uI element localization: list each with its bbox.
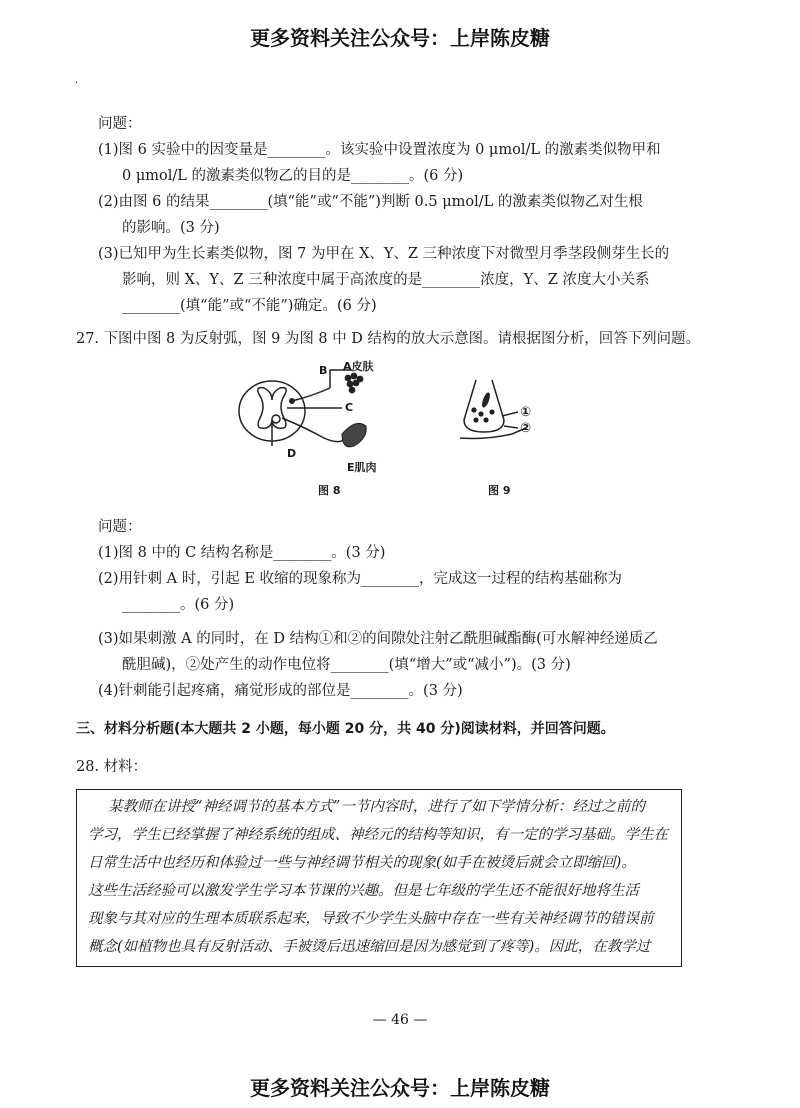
fig8-label-b: B (319, 364, 328, 377)
material-line-5: 现象与其对应的生理本质联系起来，导致不少学生头脑中存在一些有关神经调节的错误前 (88, 911, 654, 927)
material-line-3: 日常生活中也经历和体验过一些与神经调节相关的现象(如手在被烫后就会立即缩回)。 (88, 855, 636, 871)
q27-part1: (1)图 8 中的 C 结构名称是________。(3 分) (98, 545, 386, 561)
grey-matter-shape (258, 388, 287, 429)
q27-part3-line1: (3)如果刺激 A 的同时，在 D 结构①和②的间隙处注射乙酰胆碱酯酶(可水解神经递质乙 (98, 631, 658, 647)
fig9-label-2: ② (520, 421, 532, 436)
material-line-6: 概念(如植物也具有反射活动、手被烫后迅速缩回是因为感觉到了疼等)。因此，在教学过 (88, 939, 651, 955)
section-3-heading: 三、材料分析题(本大题共 2 小题，每小题 20 分，共 40 分)阅读材料，并回答问题。 (76, 721, 615, 737)
footer-banner: 更多资料关注公众号：上岸陈皮糖 (250, 1076, 550, 1100)
q27-part2-line1: (2)用针刺 A 时，引起 E 收缩的现象称为________，完成这一过程的结构基础称为 (98, 571, 623, 587)
fig8-label-c: C (345, 401, 354, 414)
q26-part1-line1: (1)图 6 实验中的因变量是________。该实验中设置浓度为 0 μmol/L 的激素类似物甲和 (98, 142, 661, 158)
q26-part3-line1: (3)已知甲为生长素类似物，图 7 为甲在 X、Y、Z 三种浓度下对微型月季茎段侧芽生长的 (98, 246, 670, 262)
q27-part2-line2: ________。(6 分) (122, 597, 235, 613)
ganglion-dot (289, 398, 295, 404)
fig8-label-e: E肌肉 (347, 461, 377, 474)
q28-label: 28. 材料： (76, 759, 148, 775)
muscle-shape (342, 423, 366, 446)
figure-9-synapse (456, 376, 546, 446)
material-line-2: 学习，学生已经掌握了神经系统的组成、神经元的结构等知识，有一定的学习基础。学生在 (88, 827, 668, 843)
q27-part3-line2: 酰胆碱)，②处产生的动作电位将________(填“增大”或“减小”)。(3 分) (122, 657, 571, 673)
synapse-marker (272, 415, 280, 423)
q26-part2-line2: 的影响。(3 分) (122, 220, 220, 236)
margin-dot: · (75, 78, 79, 89)
q27-stem: 27. 下图中图 8 为反射弧，图 9 为图 8 中 D 结构的放大示意图。请根据图分析，回答下列问题。 (76, 331, 700, 347)
q26-part3-line3: ________(填“能”或“不能”)确定。(6 分) (122, 298, 377, 314)
q26-part3-line2: 影响，则 X、Y、Z 三种浓度中属于高浓度的是________浓度，Y、Z 浓度大小关系 (122, 272, 650, 288)
afferent-nerve (292, 388, 330, 401)
fig8-caption: 图 8 (318, 484, 341, 497)
q27-heading: 问题： (98, 519, 142, 535)
label-1-line (502, 412, 518, 416)
header-banner: 更多资料关注公众号：上岸陈皮糖 (250, 26, 550, 50)
q26-part2-line1: (2)由图 6 的结果________(填“能”或“不能”)判断 0.5 μmol/L 的激素类似物乙对生根 (98, 194, 643, 210)
figure-8-reflex-arc (232, 356, 402, 476)
efferent-nerve (282, 418, 344, 442)
page-number: — 46 — (372, 1012, 428, 1028)
q26-part1-line2: 0 μmol/L 的激素类似物乙的目的是________。(6 分) (122, 168, 464, 184)
fig9-label-1: ① (520, 405, 532, 420)
fig8-label-a: A皮肤 (343, 360, 374, 373)
q26-heading: 问题： (98, 116, 142, 132)
label-2-line (504, 426, 518, 428)
fig8-label-d: D (287, 447, 297, 460)
material-line-4: 这些生活经验可以激发学生学习本节课的兴趣。但是七年级的学生还不能很好地将生活 (88, 883, 639, 899)
material-line-1: 某教师在讲授“神经调节的基本方式”一节内容时，进行了如下学情分析：经过之前的 (108, 799, 645, 815)
q27-part4: (4)针刺能引起疼痛，痛觉形成的部位是________。(3 分) (98, 683, 463, 699)
fig9-caption: 图 9 (488, 484, 511, 497)
